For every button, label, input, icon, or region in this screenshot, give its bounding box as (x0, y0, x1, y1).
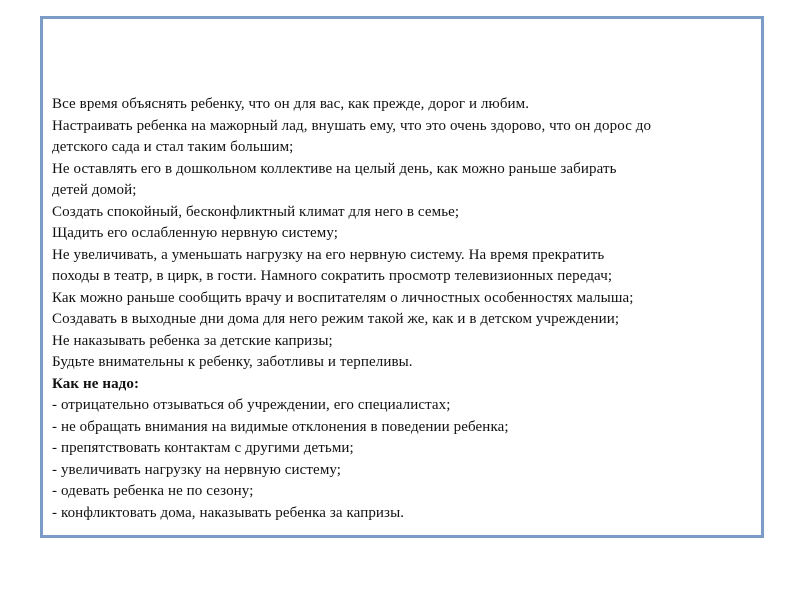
list-item: - увеличивать нагрузку на нервную систему; (52, 461, 342, 478)
list-item: - препятствовать контактам с другими детьми; (52, 440, 354, 456)
section-heading: Как не надо: (52, 375, 140, 392)
text-line: Настраивать ребенка на мажорный лад, внушать ему, что это очень здорово, что он дорос до (52, 117, 652, 134)
text-line: Не оставлять его в дошкольном коллективе на целый день, как можно раньше забирать (52, 160, 617, 177)
text-line: Не увеличивать, а уменьшать нагрузку на его нервную систему. На время прекратить (52, 246, 605, 263)
text-line: Как можно раньше сообщить врачу и воспитателям о личностных особенностях малыша; (52, 289, 634, 306)
text-line: детей домой; (52, 182, 137, 198)
text-line: Не наказывать ребенка за детские капризы; (52, 332, 333, 349)
list-item: - не обращать внимания на видимые отклонения в поведении ребенка; (52, 418, 509, 435)
text-line: детского сада и стал таким большим; (52, 139, 294, 155)
list-item: - одевать ребенка не по сезону; (52, 483, 254, 499)
text-line: Все время объяснять ребенку, что он для вас, как прежде, дорог и любим. (52, 96, 530, 112)
text-line: Создавать в выходные дни дома для него режим такой же, как и в детском учреждении; (52, 311, 620, 327)
text-body (52, 94, 757, 524)
text-line: Создать спокойный, бесконфликтный климат для него в семье; (52, 203, 460, 220)
list-item: - конфликтовать дома, наказывать ребенка за капризы. (52, 504, 405, 521)
list-item: - отрицательно отзываться об учреждении, его специалистах; (52, 397, 451, 413)
text-line: Будьте внимательны к ребенку, заботливы и терпеливы. (52, 354, 413, 370)
text-line: Щадить его ослабленную нервную систему; (52, 225, 339, 241)
text-line: походы в театр, в цирк, в гости. Намного сократить просмотр телевизионных передач; (52, 268, 613, 284)
text-frame (40, 16, 764, 538)
